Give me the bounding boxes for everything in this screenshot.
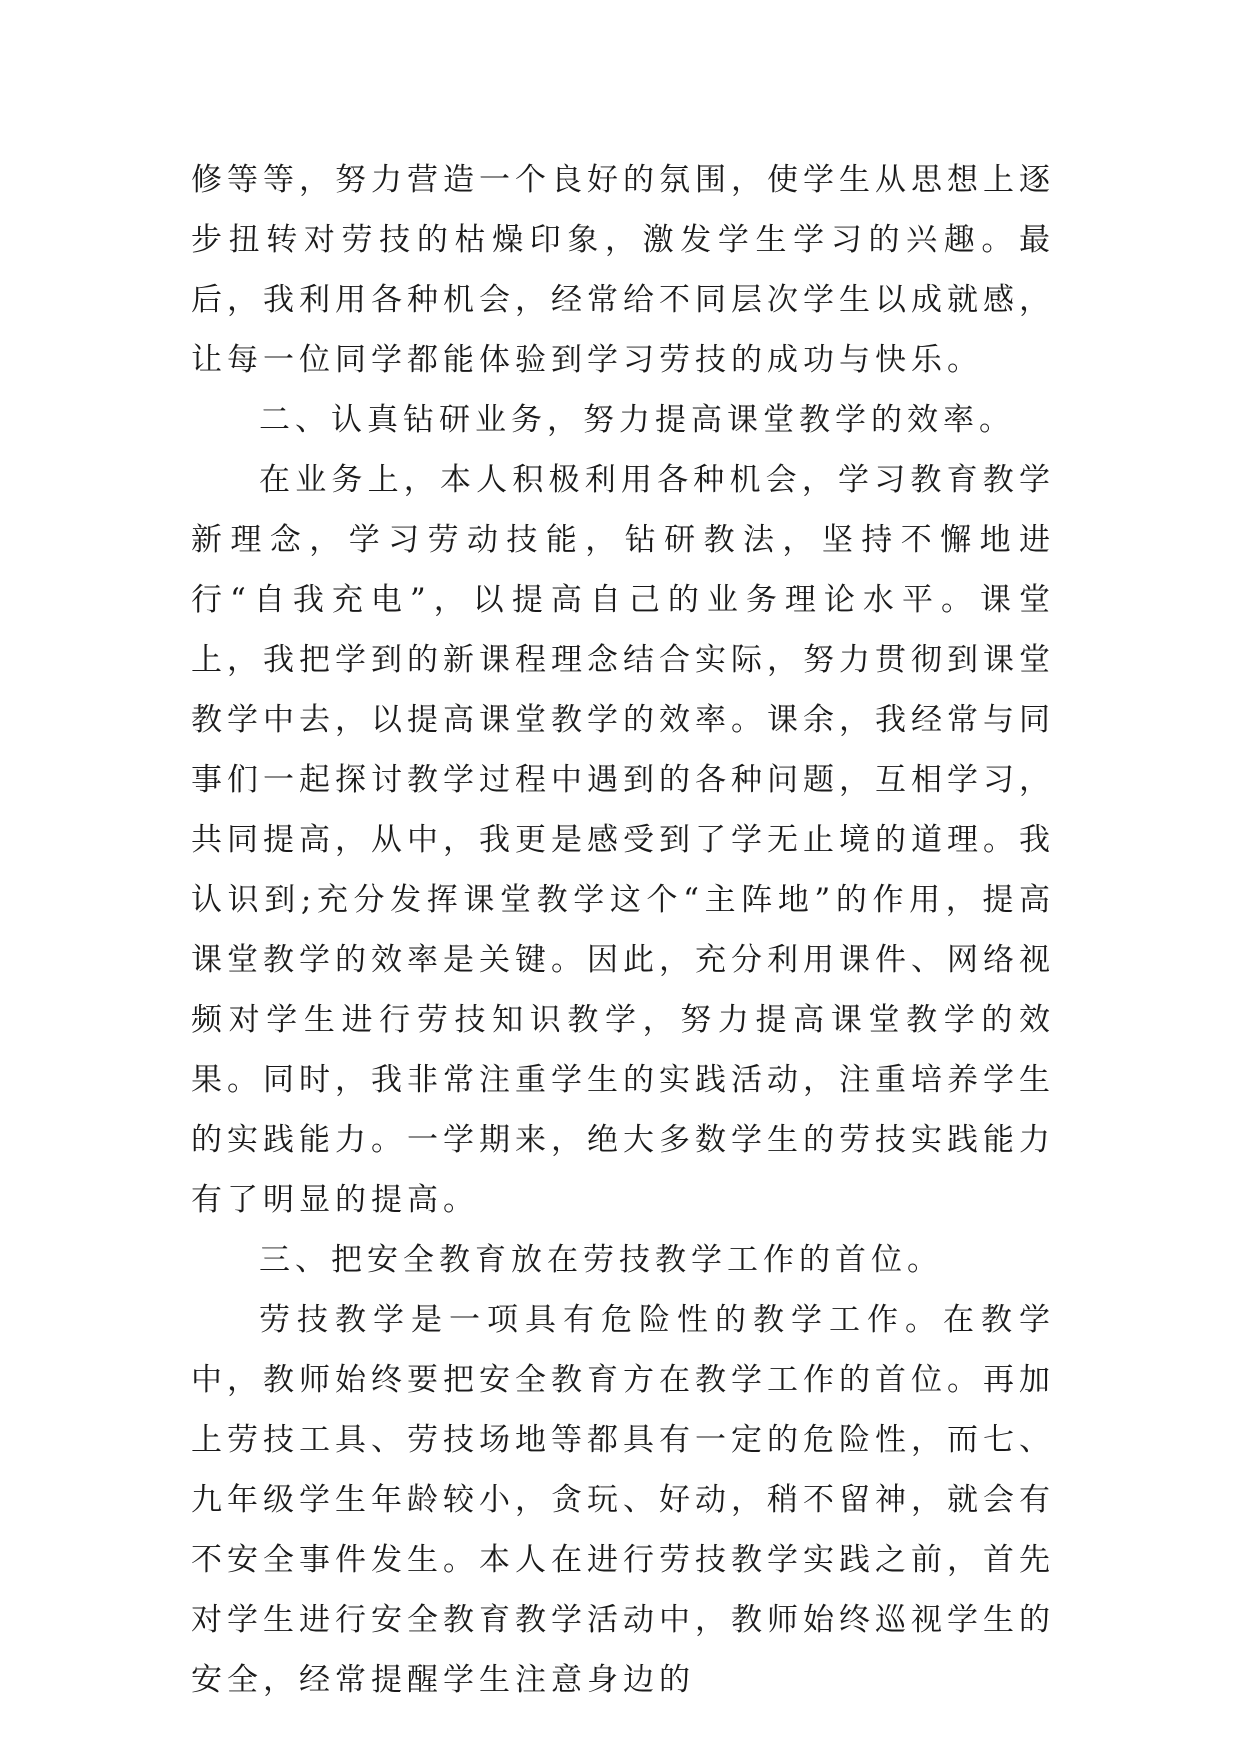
- section-heading-3: 三、把安全教育放在劳技教学工作的首位。: [259, 1242, 943, 1278]
- paragraph-3: 劳技教学是一项具有危险性的教学工作。在教学中，教师始终要把安全教育方在教学工作的首位。再加上劳技工具、劳技场地等都具有一定的危险性，而七、九年级学生年龄较小，贪玩、好动，稍不留神，就会有不安全事件发生。本人在进行劳技教学实践之前，首先对学生进行安全教育教学活动中，教师始终巡视学生的安全，经常提醒学生注意身边的: [191, 1302, 1055, 1698]
- document-body: [191, 150, 1055, 1710]
- paragraph-1: 修等等，努力营造一个良好的氛围，使学生从思想上逐步扭转对劳技的枯燥印象，激发学生学习的兴趣。最后，我利用各种机会，经常给不同层次学生以成就感，让每一位同学都能体验到学习劳技的成功与快乐。: [191, 162, 1055, 378]
- section-heading-2: 二、认真钻研业务，努力提高课堂教学的效率。: [259, 402, 1015, 438]
- paragraph-2: 在业务上，本人积极利用各种机会，学习教育教学新理念，学习劳动技能，钻研教法，坚持不懈地进行“自我充电”，以提高自己的业务理论水平。课堂上，我把学到的新课程理念结合实际，努力贯彻到课堂教学中去，以提高课堂教学的效率。课余，我经常与同事们一起探讨教学过程中遇到的各种问题，互相学习，共同提高，从中，我更是感受到了学无止境的道理。我认识到;充分发挥课堂教学这个“主阵地”的作用，提高课堂教学的效率是关键。因此，充分利用课件、网络视频对学生进行劳技知识教学，努力提高课堂教学的效果。同时，我非常注重学生的实践活动，注重培养学生的实践能力。一学期来，绝大多数学生的劳技实践能力有了明显的提高。: [191, 462, 1055, 1218]
